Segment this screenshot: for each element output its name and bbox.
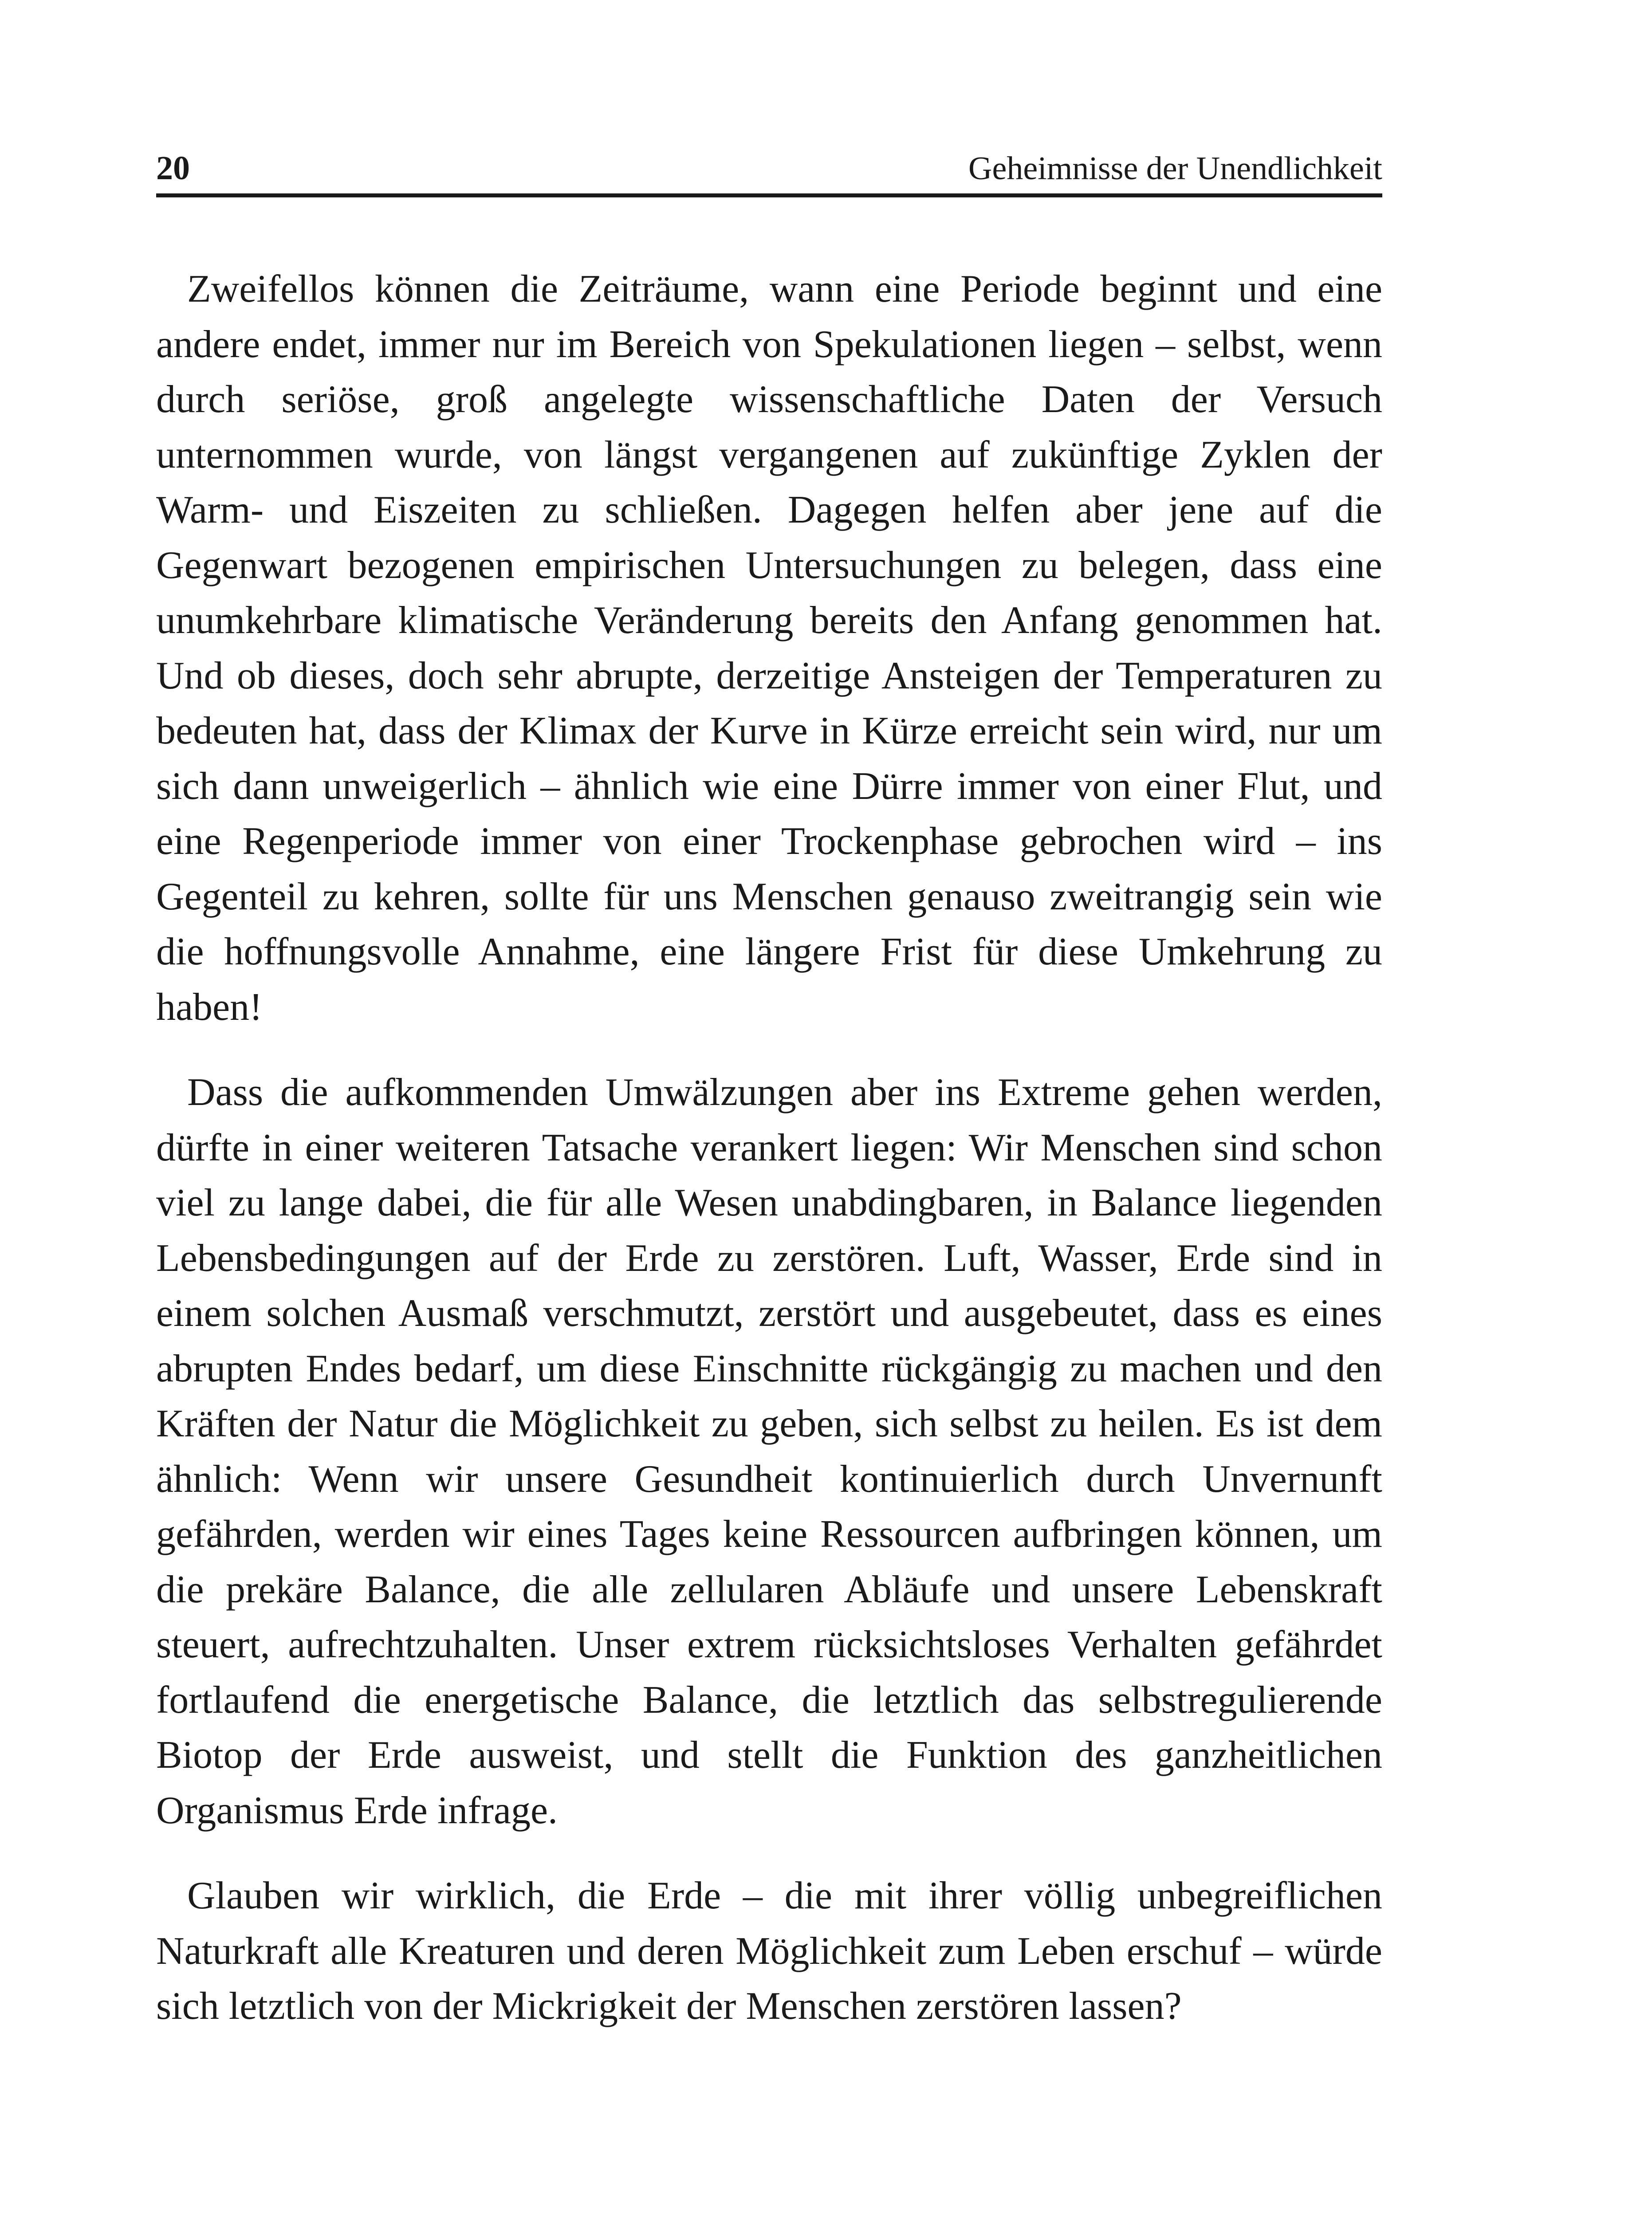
body-text [156,262,1382,2065]
paragraph-2: Dass die aufkommenden Umwälzungen aber ins Extreme gehen werden, dürfte in einer weiteren Tatsache verankert liegen: Wir Menschen sind schon viel zu lange dabei, die für alle Wesen unabdingbaren, in Balance liegenden Lebensbedingungen auf der Erde zu zerstören. Luft, Wasser, Erde sind in einem solchen Ausmaß verschmutzt, zerstört und ausgebeutet, dass es eines abrupten Endes bedarf, um diese Einschnitte rückgängig zu machen und den Kräften der Natur die Möglichkeit zu geben, sich selbst zu heilen. Es ist dem ähnlich: Wenn wir unsere Gesundheit kontinuierlich durch Unvernunft gefährden, werden wir eines Tages keine Ressourcen aufbringen können, um die prekäre Balance, die alle zellularen Abläufe und unsere Lebenskraft steuert, aufrechtzuhalten. Unser extrem rücksichtsloses Verhalten gefährdet fortlaufend die energetische Balance, die letztlich das selbstregulierende Biotop der Erde ausweist, und stellt die Funktion des ganzheitlichen Organismus Erde infrage. [156,1071,1382,1832]
paragraph-1: Zweifellos können die Zeiträume, wann eine Periode beginnt und eine andere endet, immer nur im Bereich von Spekulationen liegen – selbst, wenn durch seriöse, groß angelegte wissenschaftliche Daten der Versuch unternommen wurde, von längst vergangenen auf zukünftige Zyklen der Warm- und Eiszeiten zu schließen. Dagegen helfen aber jene auf die Gegenwart bezogenen empirischen Untersuchungen zu belegen, dass eine unumkehrbare klimatische Veränderung bereits den Anfang genommen hat. Und ob dieses, doch sehr abrupte, derzeitige Ansteigen der Temperaturen zu bedeuten hat, dass der Klimax der Kurve in Kürze erreicht sein wird, nur um sich dann unweigerlich – ähnlich wie eine Dürre immer von einer Flut, und eine Regenperiode immer von einer Trockenphase gebrochen wird – ins Gegenteil zu kehren, sollte für uns Menschen genauso zweitrangig sein wie die hoffnungsvolle Annahme, eine längere Frist für diese Umkehrung zu haben! [156,267,1382,1029]
page-number: 20 [156,149,190,187]
running-title: Geheimnisse der Unendlichkeit [968,150,1382,187]
paragraph-3: Glauben wir wirklich, die Erde – die mit ihrer völlig unbegreiflichen Naturkraft alle Kreaturen und deren Möglichkeit zum Leben erschuf – würde sich letztlich von der Mickrigkeit der Menschen zerstören lassen? [156,1874,1382,2028]
page-header [156,149,1382,197]
